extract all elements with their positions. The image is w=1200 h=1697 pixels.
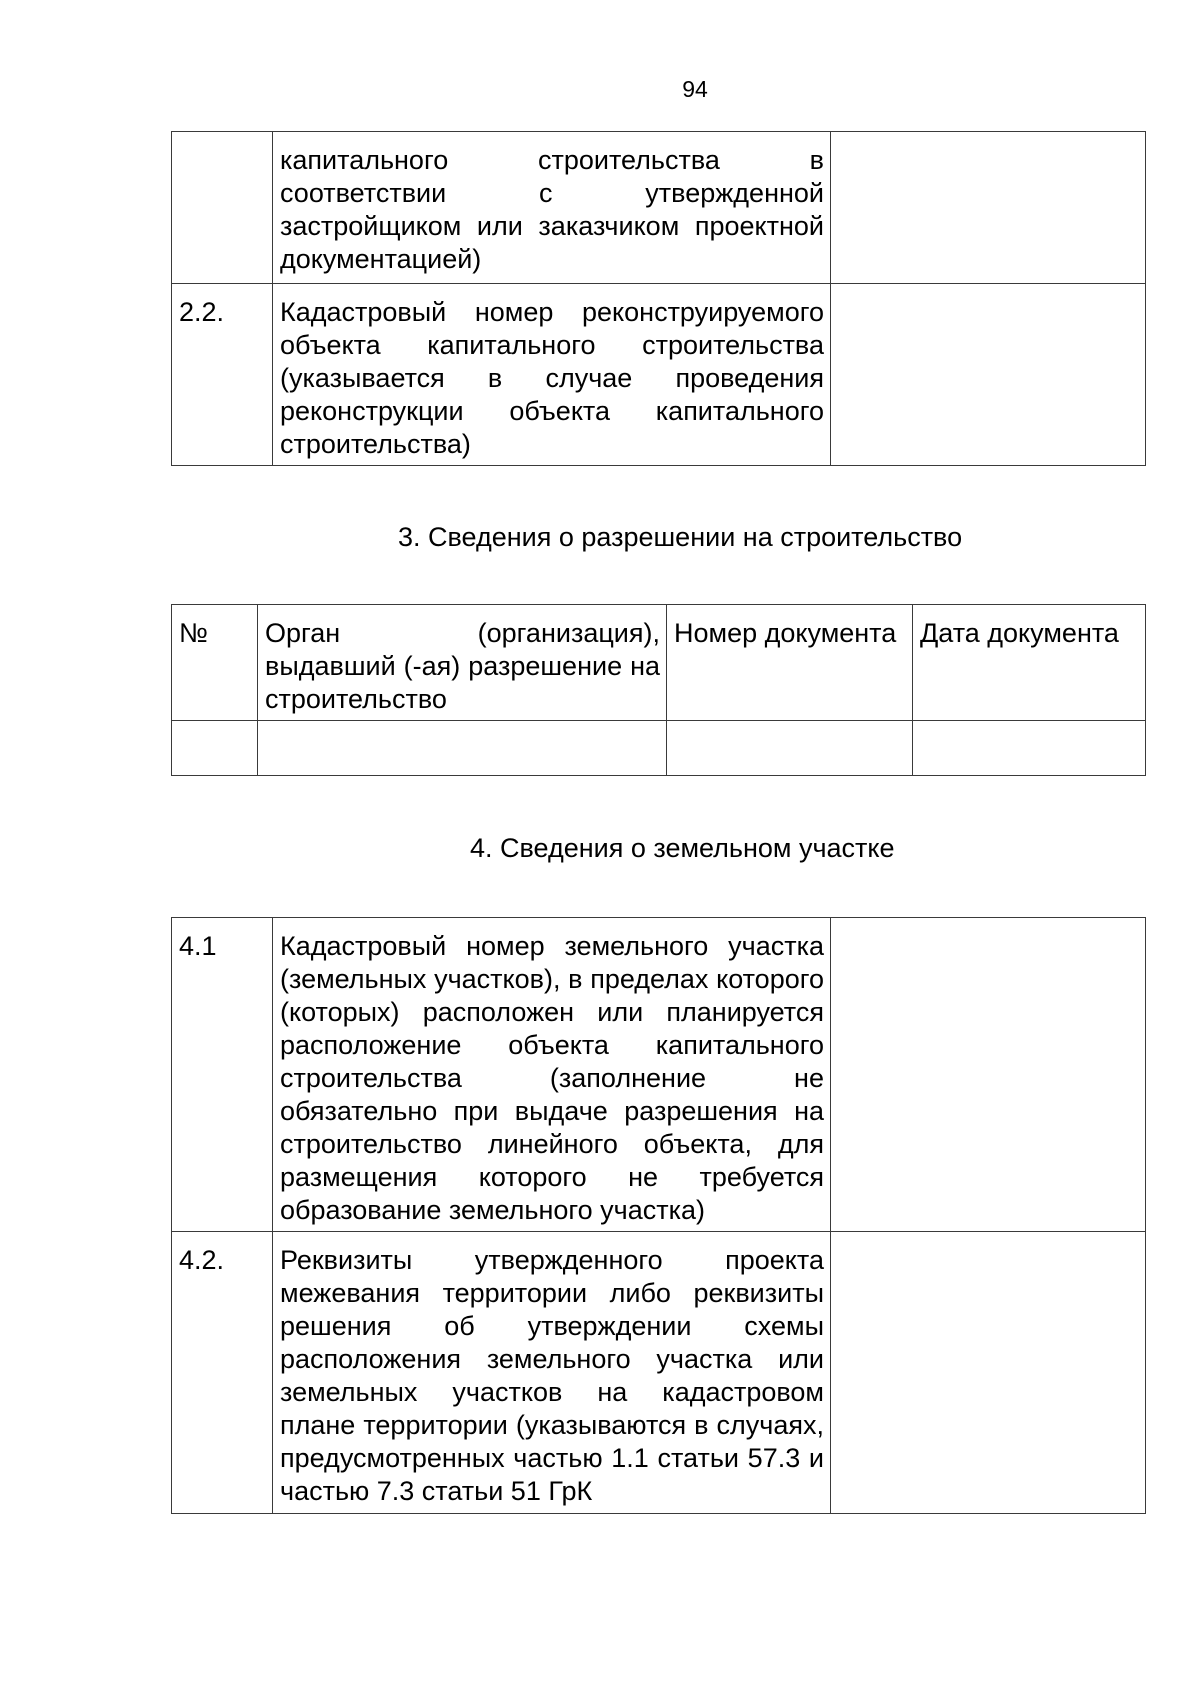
table-row (172, 132, 1146, 284)
building-info-table (171, 131, 1146, 466)
cell-document-date (913, 721, 1146, 776)
cell-document-number (667, 721, 913, 776)
row-value (831, 132, 1146, 284)
table-header-row (172, 605, 1146, 721)
header-document-date: Дата документа (913, 605, 1146, 721)
row-description: капитального строительства в соответствии с утвержденной застройщиком или заказчиком проектной документацией) (273, 132, 831, 284)
row-number: 2.2. (172, 284, 273, 466)
table-row (172, 918, 1146, 1232)
cell-number (172, 721, 258, 776)
section-4-title: 4. Сведения о земельном участке (470, 833, 895, 863)
row-value (831, 918, 1146, 1232)
header-number: № (172, 605, 258, 721)
row-number: 4.2. (172, 1232, 273, 1514)
header-authority: Орган (организация), выдавший (-ая) разрешение на строительство (258, 605, 667, 721)
cell-authority (258, 721, 667, 776)
row-number: 4.1 (172, 918, 273, 1232)
page-number: 94 (682, 76, 708, 102)
row-description: Кадастровый номер реконструируемого объекта капитального строительства (указывается в случае проведения реконструкции объекта капитального строительства) (273, 284, 831, 466)
row-number (172, 132, 273, 284)
row-value (831, 284, 1146, 466)
table-row (172, 721, 1146, 776)
land-plot-table (171, 917, 1146, 1514)
permit-info-table (171, 604, 1146, 776)
row-description: Реквизиты утвержденного проекта межевания территории либо реквизиты решения об утверждении схемы расположения земельного участка или земельных участков на кадастровом плане территории (указываются в случаях, предусмотренных частью 1.1 статьи 57.3 и частью 7.3 статьи 51 ГрК (273, 1232, 831, 1514)
row-description: Кадастровый номер земельного участка (земельных участков), в пределах которого (которых) расположен или планируется расположение объекта капитального строительства (заполнение не обязательно при выдаче разрешения на строительство линейного объекта, для размещения которого не требуется образование земельного участка) (273, 918, 831, 1232)
header-document-number: Номер документа (667, 605, 913, 721)
section-3-title: 3. Сведения о разрешении на строительство (398, 522, 963, 552)
row-value (831, 1232, 1146, 1514)
table-row (172, 284, 1146, 466)
table-row (172, 1232, 1146, 1514)
